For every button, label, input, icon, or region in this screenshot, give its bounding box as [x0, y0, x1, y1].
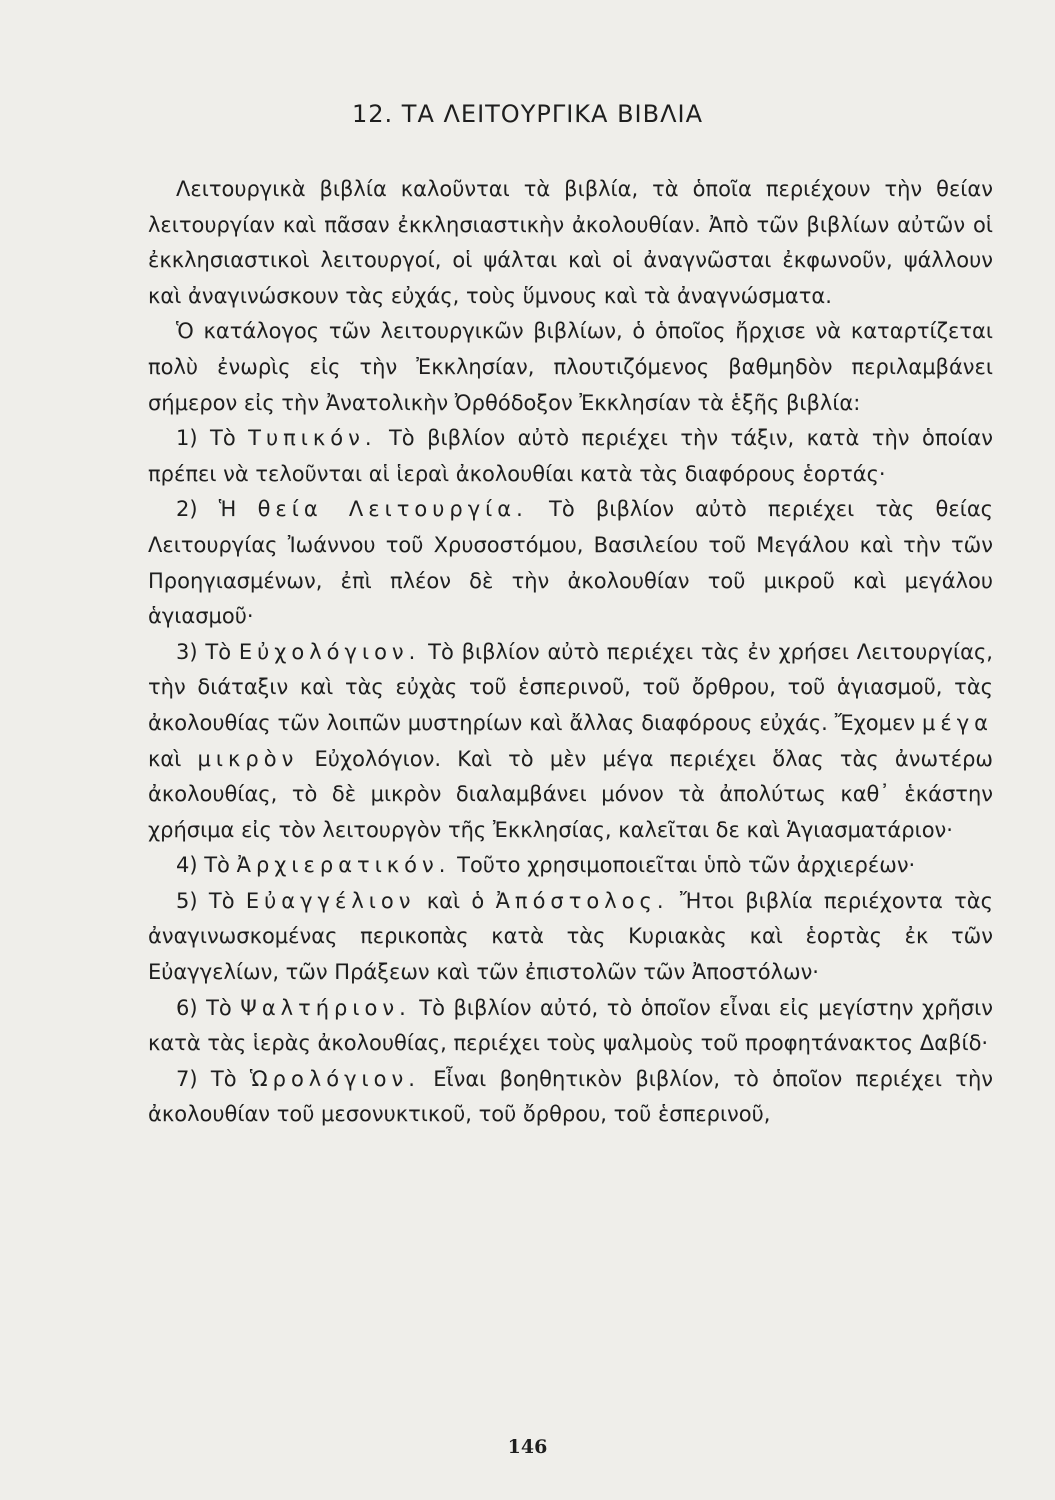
- item-number: 7) Τὸ: [176, 1066, 237, 1091]
- list-item-euchologion: [148, 635, 993, 849]
- item-number: 4) Τὸ: [176, 853, 230, 878]
- emphasis-mega: μέγα: [922, 710, 994, 735]
- item-description-cont: Εὐχολόγιον. Καὶ τὸ μὲν μέγα περιέχει ὅλας τὰς ἀνωτέρω ἀκολουθίας, τὸ δὲ μικρὸν διαλαμβάνει μόνον τὰ ἀπολύτως καθ᾽ ἑκάστην χρήσιμα εἰς τὸν λειτουργὸν τῆς Ἐκκλησίας, καλεῖται δε καὶ Ἁγιασματάριον·: [148, 746, 993, 842]
- item-description: Εἶναι βοηθητικὸν βιβλίον, τὸ ὁποῖον περιέχει τὴν ἀκολουθίαν τοῦ μεσονυκτικοῦ, τοῦ ὄρθρου, τοῦ ἑσπερινοῦ,: [148, 1066, 993, 1127]
- page-number: 146: [507, 1436, 548, 1458]
- list-item-euangelion: [148, 884, 993, 991]
- emphasis-mikron: μικρὸν: [197, 746, 299, 771]
- list-item-leitourgia: [148, 492, 993, 634]
- item-book-name: Ἀρχιερατικόν.: [236, 853, 451, 878]
- item-description: Τὸ βιβλίον αὐτὸ περιέχει τὰς ἐν χρήσει Λειτουργίας, τὴν διάταξιν καὶ τὰς εὐχὰς τοῦ ἑσπερινοῦ, τοῦ ὄρθρου, τοῦ ἁγιασμοῦ, τὰς ἀκολουθίας τῶν λοιπῶν μυστηρίων καὶ ἄλλας διαφόρους εὐχάς. Ἔχομεν: [148, 639, 993, 735]
- list-item-archieratikon: [148, 848, 993, 884]
- item-book-name: Τυπικόν.: [248, 426, 377, 451]
- conjunction: καὶ: [148, 746, 182, 771]
- item-book-name: Εὐχολόγιον.: [238, 639, 421, 664]
- chapter-title: 12. ΤΑ ΛΕΙΤΟΥΡΓΙΚΑ ΒΙΒΛΙΑ: [351, 100, 703, 128]
- item-description: Τὸ βιβλίον αὐτὸ περιέχει τὰς θείας Λειτουργίας Ἰωάννου τοῦ Χρυσοστόμου, Βασιλείου τοῦ Μεγάλου καὶ τὴν τῶν Προηγιασμένων, ἐπὶ πλέον δὲ τὴν ἀκολουθίαν τοῦ μικροῦ καὶ μεγάλου ἁγιασμοῦ·: [148, 497, 993, 629]
- item-book-name-2: Ἀπόστολος.: [495, 888, 669, 913]
- item-description: Τοῦτο χρησιμοποιεῖται ὑπὸ τῶν ἀρχιερέων·: [457, 853, 916, 878]
- item-number: 3) Τὸ: [176, 639, 232, 664]
- body-text: [148, 172, 993, 1133]
- paragraph-catalog: Ὁ κατάλογος τῶν λειτουργικῶν βιβλίων, ὁ ὁποῖος ἤρχισε νὰ καταρτίζεται πολὺ ἐνωρὶς εἰς τὴν Ἐκκλησίαν, πλουτιζόμενος βαθμηδὸν περιλαμβάνει σήμερον εἰς τὴν Ἀνατολικὴν Ὀρθόδοξον Ἐκκλησίαν τὰ ἑξῆς βιβλία:: [148, 319, 993, 415]
- item-number: 5) Τὸ: [176, 888, 235, 913]
- item-connector: καὶ ὁ: [426, 888, 485, 913]
- list-item-psalterion: [148, 991, 993, 1062]
- item-number: 6) Τὸ: [176, 995, 232, 1020]
- list-item-horologion: [148, 1062, 993, 1133]
- item-book-name: θεία Λειτουργία.: [257, 497, 528, 522]
- item-description: Τὸ βιβλίον αὐτό, τὸ ὁποῖον εἶναι εἰς μεγίστην χρῆσιν κατὰ τὰς ἱερὰς ἀκολουθίας, περιέχει τοὺς ψαλμοὺς τοῦ προφητάνακτος Δαβίδ·: [148, 995, 993, 1056]
- list-item-typikon: [148, 421, 993, 492]
- item-description: Ἤτοι βιβλία περιέχοντα τὰς ἀναγινωσκομένας περικοπὰς κατὰ τὰς Κυριακὰς καὶ ἑορτὰς ἐκ τῶν Εὐαγγελίων, τῶν Πράξεων καὶ τῶν ἐπιστολῶν τῶν Ἀποστόλων·: [148, 888, 993, 985]
- item-number: 1) Τὸ: [176, 426, 236, 451]
- item-description: Τὸ βιβλίον αὐτὸ περιέχει τὴν τάξιν, κατὰ τὴν ὁποίαν πρέπει νὰ τελοῦνται αἱ ἱεραὶ ἀκολουθίαι κατὰ τὰς διαφόρους ἑορτάς·: [148, 426, 993, 486]
- item-book-name: Ὡρολόγιον.: [249, 1066, 420, 1091]
- paragraph-intro: Λειτουργικὰ βιβλία καλοῦνται τὰ βιβλία, τὰ ὁποῖα περιέχουν τὴν θείαν λειτουργίαν καὶ πᾶσαν ἐκκλησιαστικὴν ἀκολουθίαν. Ἀπὸ τῶν βιβλίων αὐτῶν οἱ ἐκκλησιαστικοὶ λειτουργοί, οἱ ψάλται καὶ οἱ ἀναγνῶσται ἐκφωνοῦν, ψάλλουν καὶ ἀναγινώσκουν τὰς εὐχάς, τοὺς ὕμνους καὶ τὰ ἀναγνώσματα.: [148, 177, 993, 308]
- item-book-name: Εὐαγγέλιον: [245, 888, 416, 913]
- item-book-name: Ψαλτήριον.: [240, 995, 411, 1020]
- item-number: 2) Ἡ: [176, 497, 237, 522]
